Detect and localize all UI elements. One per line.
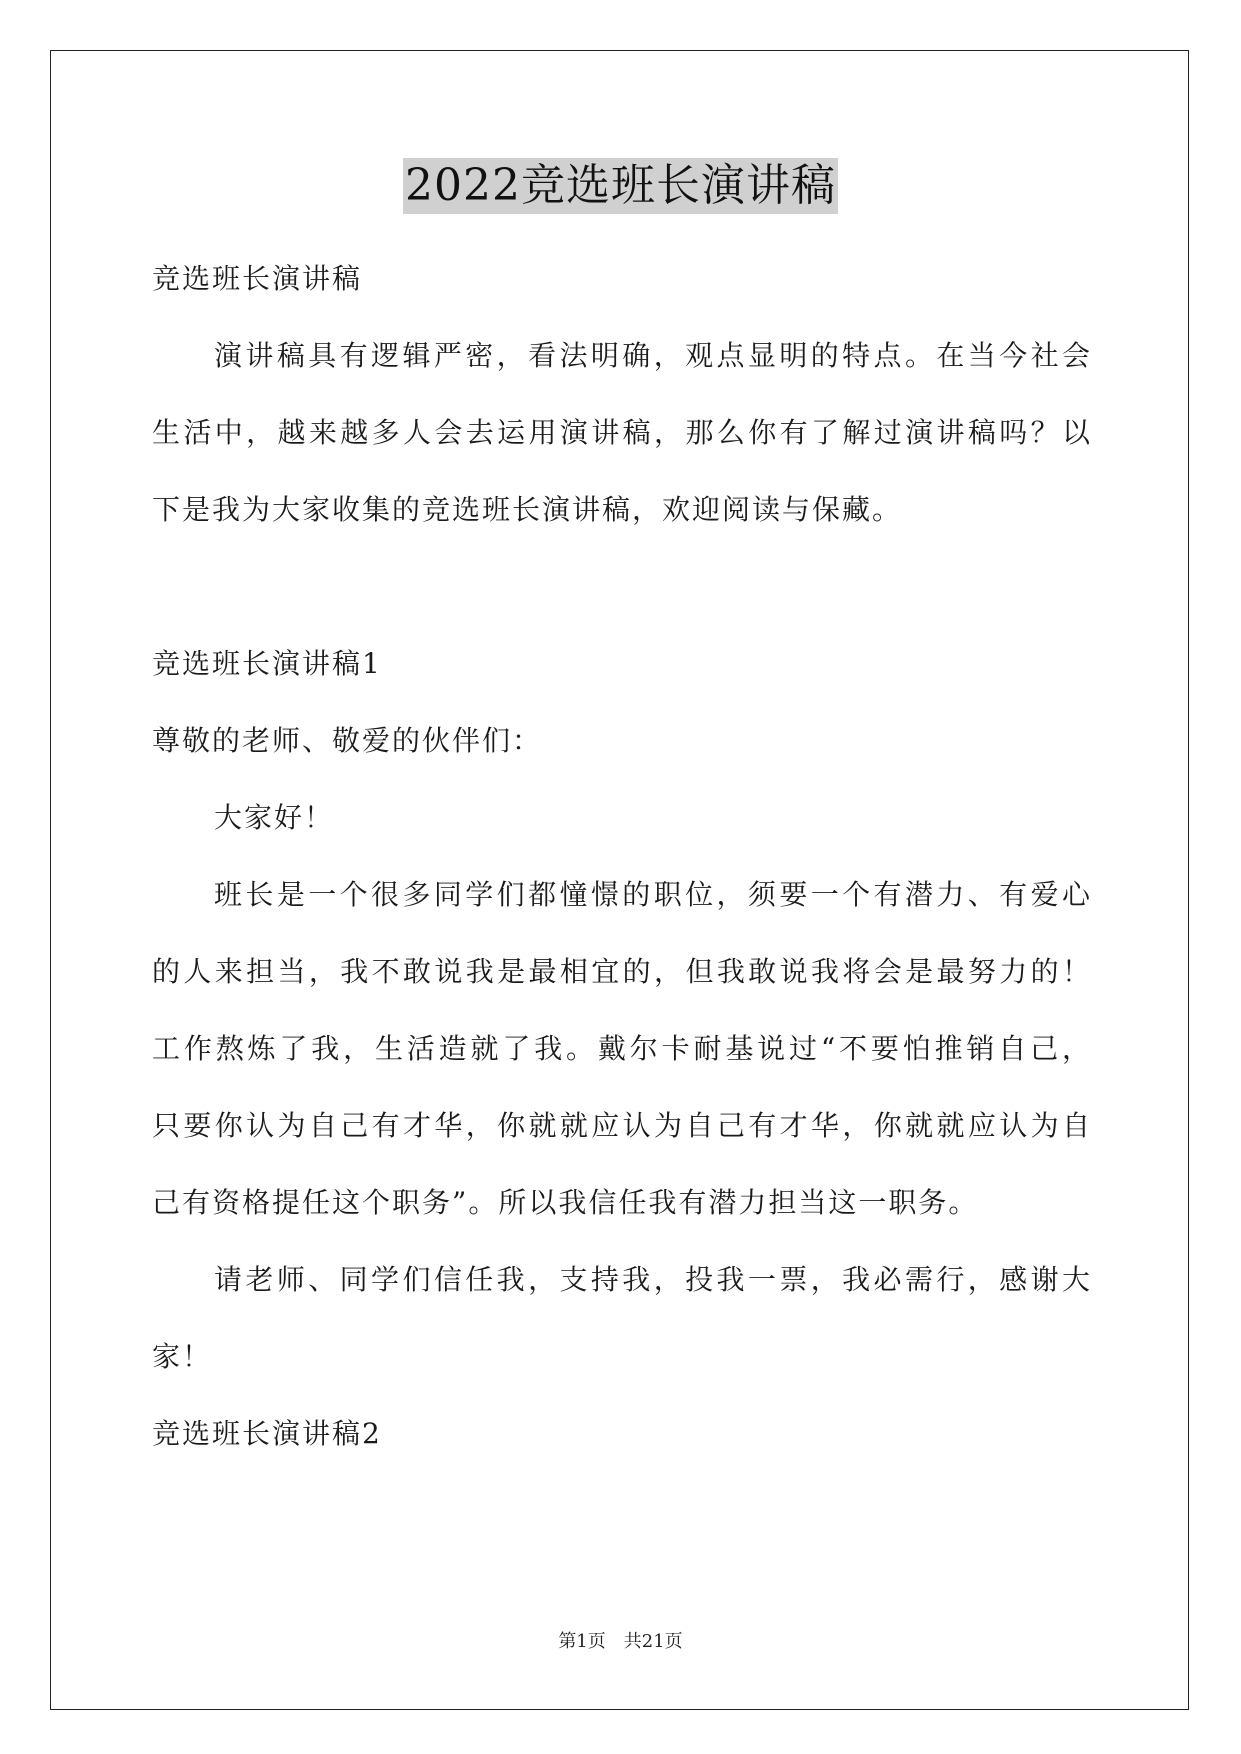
paragraph-line: 只要你认为自己有才华，你就就应认为自己有才华，你就就应认为自 <box>152 1109 1090 1142</box>
page-number-footer: 第1页 共21页 <box>558 1631 683 1652</box>
title-container <box>0 158 1241 214</box>
paragraph-line: 班长是一个很多同学们都憧憬的职位，须要一个有潜力、有爱心 <box>214 878 1090 911</box>
document-body <box>152 240 1090 1472</box>
paragraph-line: 演讲稿具有逻辑严密，看法明确，观点显明的特点。在当今社会 <box>214 339 1090 372</box>
paragraph-line: 生活中，越来越多人会去运用演讲稿，那么你有了解过演讲稿吗？以 <box>152 416 1090 449</box>
section-heading: 竞选班长演讲稿2 <box>152 1417 382 1450</box>
paragraph-line: 请老师、同学们信任我，支持我，投我一票，我必需行，感谢大 <box>214 1263 1090 1296</box>
greeting-line: 大家好！ <box>214 801 335 834</box>
paragraph-line: 家！ <box>152 1340 213 1373</box>
paragraph-line: 工作熬炼了我，生活造就了我。戴尔卡耐基说过“不要怕推销自己， <box>152 1032 1090 1065</box>
blank-line <box>152 548 1090 625</box>
paragraph-line: 己有资格提任这个职务”。所以我信任我有潜力担当这一职务。 <box>152 1186 979 1219</box>
paragraph-line: 下是我为大家收集的竞选班长演讲稿，欢迎阅读与保藏。 <box>152 493 903 526</box>
paragraph-line: 的人来担当，我不敢说我是最相宜的，但我敢说我将会是最努力的！ <box>152 955 1090 988</box>
section-heading: 竞选班长演讲稿1 <box>152 647 382 680</box>
document-title: 2022竞选班长演讲稿 <box>403 158 838 214</box>
subtitle-line: 竞选班长演讲稿 <box>152 262 363 295</box>
salutation-line: 尊敬的老师、敬爱的伙伴们： <box>152 724 543 757</box>
